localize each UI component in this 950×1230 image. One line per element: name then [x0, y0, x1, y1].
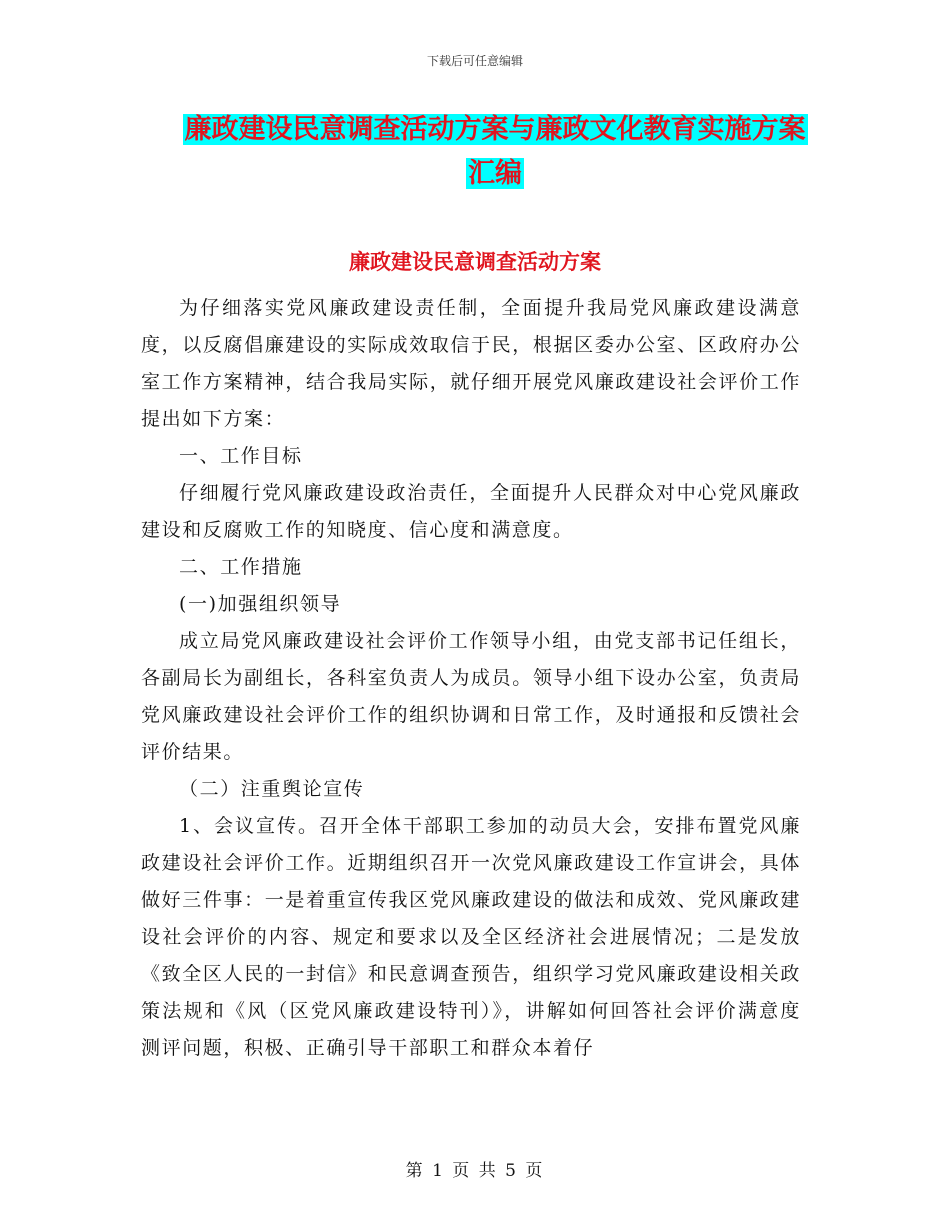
- paragraph: 成立局党风廉政建设社会评价工作领导小组，由党支部书记任组长，各副局长为副组长，各科室负责人为成员。领导小组下设办公室，负责局党风廉政建设社会评价工作的组织协调和日常工作，及时通报和反馈社会评价结果。: [141, 630, 801, 763]
- paragraph: (一)加强组织领导: [179, 593, 342, 615]
- paragraph: 一、工作目标: [179, 445, 303, 467]
- title-line-2: 汇编: [468, 158, 522, 189]
- body-text: [141, 290, 801, 1067]
- document-title: [170, 108, 820, 196]
- page-footer: 第 1 页 共 5 页: [405, 1161, 545, 1181]
- title-line-1: 廉政建设民意调查活动方案与廉政文化教育实施方案: [184, 114, 806, 145]
- paragraph: （二）注重舆论宣传: [179, 778, 365, 800]
- paragraph: 为仔细落实党风廉政建设责任制，全面提升我局党风廉政建设满意度，以反腐倡廉建设的实际成效取信于民，根据区委办公室、区政府办公室工作方案精神，结合我局实际，就仔细开展党风廉政建设社会评价工作提出如下方案：: [141, 297, 801, 430]
- paragraph: 1、会议宣传。召开全体干部职工参加的动员大会，安排布置党风廉政建设社会评价工作。近期组织召开一次党风廉政建设工作宣讲会，具体做好三件事：一是着重宣传我区党风廉政建设的做法和成效、党风廉政建设社会评价的内容、规定和要求以及全区经济社会进展情况；二是发放《致全区人民的一封信》和民意调查预告，组织学习党风廉政建设相关政策法规和《风（区党风廉政建设特刊）》，讲解如何回答社会评价满意度测评问题，积极、正确引导干部职工和群众本着仔: [141, 815, 801, 1059]
- paragraph: 二、工作措施: [179, 556, 303, 578]
- section-title: 廉政建设民意调查活动方案: [349, 250, 601, 274]
- paragraph: 仔细履行党风廉政建设政治责任，全面提升人民群众对中心党风廉政建设和反腐败工作的知晓度、信心度和满意度。: [141, 482, 801, 541]
- header-note: 下载后可任意编辑: [426, 54, 523, 68]
